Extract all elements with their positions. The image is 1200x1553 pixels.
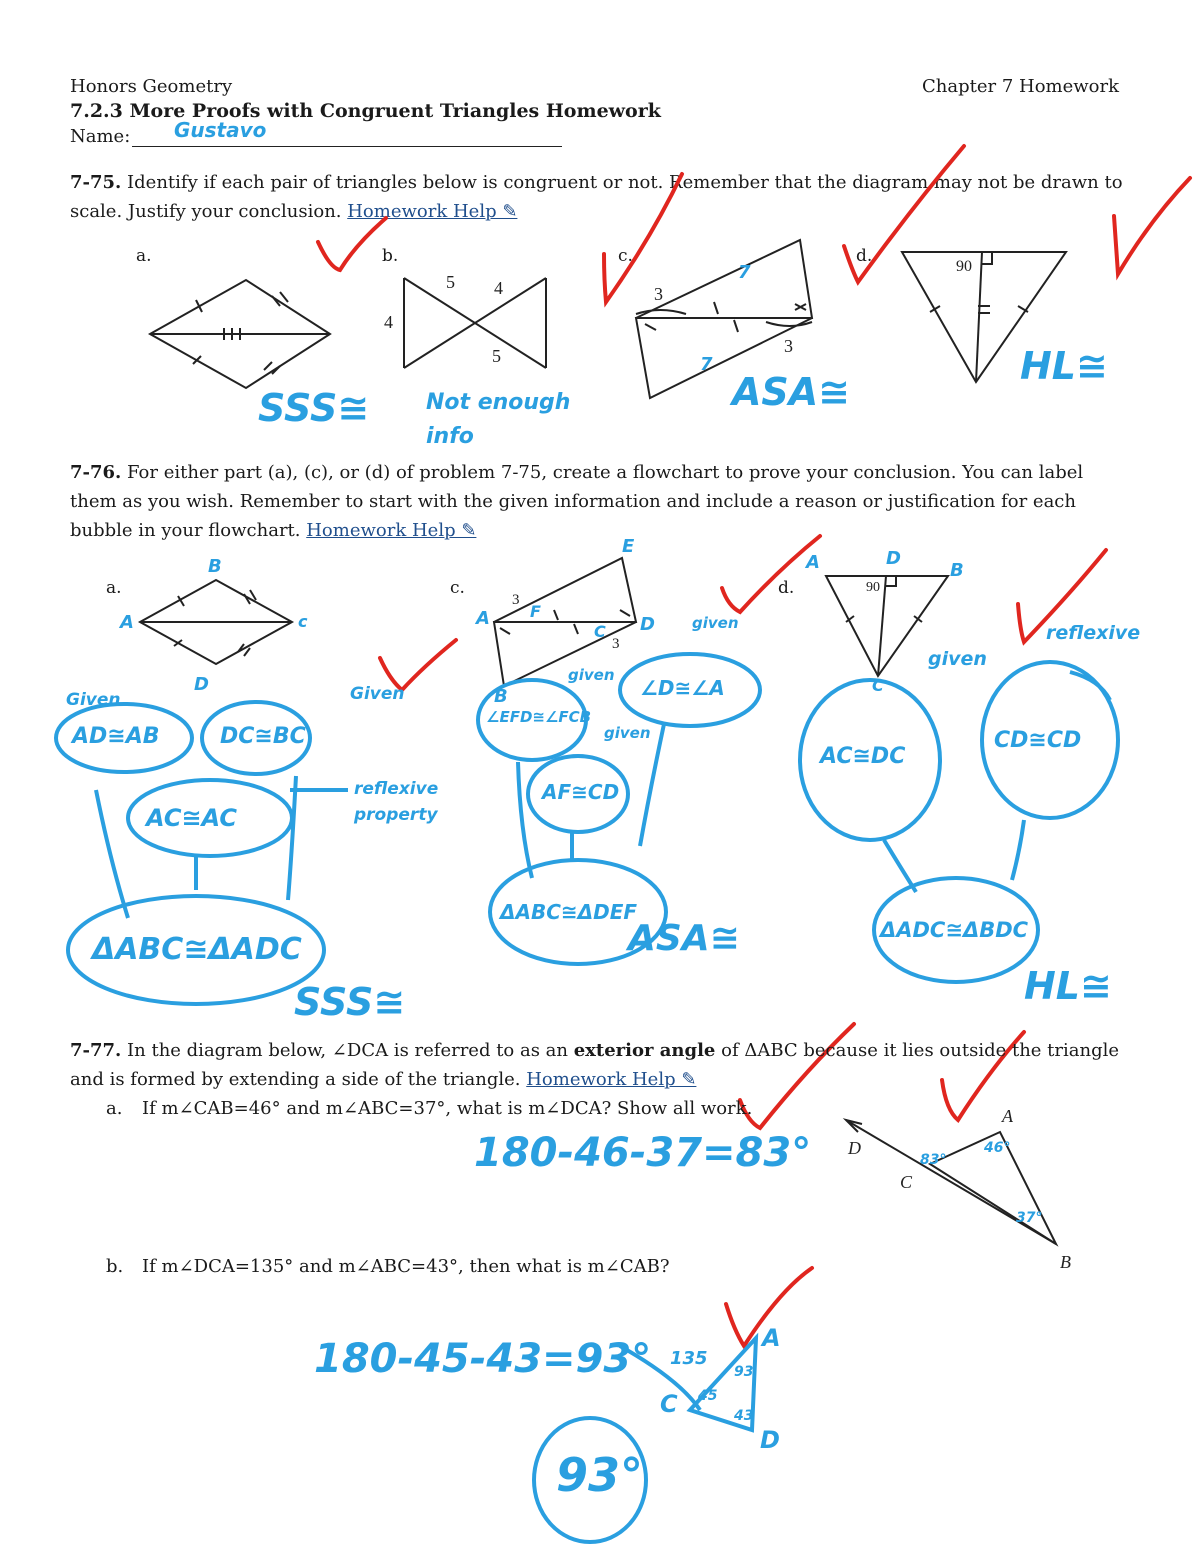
fc-b2-note: given [692,614,739,632]
question-a-letter: a. [106,1098,123,1119]
fig-c-mark-7b: 7 [700,354,713,375]
fa-bubble-1: AD≅AB [72,724,160,749]
fa-label-D: D [194,674,209,695]
fa-label-A: A [120,612,134,633]
fc-label-C: C [594,622,606,641]
problem-text-1: In the diagram below, ∠DCA is referred to as an [121,1040,574,1061]
course-title: Honors Geometry [70,76,233,97]
fig-angle-b: 37° [1016,1210,1043,1226]
answer-c: ASA≅ [732,370,851,414]
sketch-angle-43: 43 [734,1408,754,1424]
fa-b2-note: Given [350,684,405,704]
answer-a-work: 180-46-37=83° [474,1130,812,1176]
question-b-letter: b. [106,1256,124,1277]
fc-label-B: B [494,686,508,707]
fa-bubble-2: DC≅BC [220,724,306,749]
fd-bubble-2: CD≅CD [994,728,1082,753]
fc-b1-note: given [568,666,615,684]
fc-b3-note: given [604,724,651,742]
sketch-label-D: D [760,1426,780,1454]
sketch-angle-93: 93 [734,1364,754,1380]
fig-c-label-3-bottom: 3 [784,336,793,356]
page-title: 7.2.3 More Proofs with Congruent Triangles Homework [70,100,661,122]
fc-bubble-3: AF≅CD [542,780,620,804]
fc-reason: ASA≅ [628,918,740,959]
problem-number: 7-75. [70,172,122,193]
sketch-ink [534,1338,756,1542]
fd-result: ΔADC≅ΔBDC [880,918,1029,942]
sketch-label-A: A [762,1324,781,1352]
problem-number: 7-76. [70,462,122,483]
homework-help-link[interactable]: Homework Help ✎ [347,201,518,222]
fc-label-3a: 3 [512,592,520,608]
question-b: If m∠DCA=135° and m∠ABC=43°, then what is m∠CAB? [142,1256,670,1277]
chapter-label: Chapter 7 Homework [922,76,1120,97]
fa-label-B: B [208,556,222,577]
sketch-angle-135: 135 [670,1348,708,1369]
fc-label-3b: 3 [612,636,620,652]
fig-c-label-3-top: 3 [654,284,663,304]
fd-label-B: B [950,560,964,581]
fa-result: ΔABC≅ΔADC [92,932,302,967]
problem-text: For either part (a), (c), or (d) of problem 7-75, create a flowchart to prove your conclusion. You can label them as you wish. Remember to start with the given information and include a reason or justification for each bubble in your flowchart. [70,462,1084,541]
part-a-label: a. [136,246,152,266]
fc-bubble-2: ∠D≅∠A [640,676,725,700]
part-c-label: c. [450,578,465,598]
homework-help-link[interactable]: Homework Help ✎ [526,1069,697,1090]
fc-bubble-1: ∠EFD≅∠FCB [486,708,592,726]
fa-bubble-3: AC≅AC [146,804,238,832]
answer-d: HL≅ [1020,344,1108,388]
fc-label-F: F [530,602,541,621]
fd-bubble-1: AC≅DC [820,744,906,769]
fig-label-A: A [1002,1106,1013,1126]
fc-label-A: A [476,608,490,629]
question-a: If m∠CAB=46° and m∠ABC=37°, what is m∠DCA? Show all work. [142,1098,753,1119]
fd-b1-note: given [928,648,987,670]
fd-b2-note: reflexive [1046,622,1141,644]
fig-b-label-4-top: 4 [494,278,503,298]
fig-b-label-4-left: 4 [384,312,393,332]
exterior-angle-term: exterior angle [573,1040,716,1061]
fig-b-label-5-top: 5 [446,272,455,292]
part-d-label: d. [778,578,795,598]
fa-b1-note: Given [66,690,121,710]
homework-help-link[interactable]: Homework Help ✎ [306,520,477,541]
part-b-label: b. [382,246,399,266]
fa-reason: SSS≅ [294,980,406,1024]
fig-label-D: D [848,1138,861,1158]
answer-b-final: 93° [556,1448,644,1502]
sketch-angle-45: 45 [698,1388,718,1404]
fig-angle-a: 46° [984,1140,1011,1156]
fig-c-mark-7a: 7 [738,262,751,283]
fa-label-C: c [298,612,308,631]
fig-angle-c: 83° [920,1152,947,1168]
problem-text: Identify if each pair of triangles below is congruent or not. Remember that the diagram may not be drawn to scale. Justify your conclusion. [70,172,1123,222]
fig-b-label-5-bottom: 5 [492,346,501,366]
fig-d-angle-label: 90 [956,258,972,275]
fd-label-D: D [886,548,901,569]
fa-b3-note: reflexive property [354,779,439,825]
problem-number: 7-77. [70,1040,122,1061]
sketch-label-C: C [660,1390,678,1418]
name-label: Name: [70,126,131,147]
problem-text-2: of ΔABC because it lies outside the triangle and is formed by extending a side of the triangle. [70,1040,1120,1090]
fc-result: ΔABC≅ΔDEF [500,900,638,924]
fd-label-C: C [872,676,884,695]
part-a-label: a. [106,578,122,598]
fd-label-A: A [806,552,820,573]
fd-angle-label: 90 [866,580,880,595]
fd-reason: HL≅ [1024,964,1112,1008]
answer-b-work: 180-45-43=93° [314,1336,652,1382]
answer-b: Not enough info [426,390,571,449]
fig-label-C: C [900,1172,913,1192]
fc-label-E: E [622,536,635,557]
fc-label-D: D [640,614,655,635]
fig-label-B: B [1060,1252,1071,1272]
part-d-label: d. [856,246,873,266]
answer-a: SSS≅ [258,386,370,430]
part-c-label: c. [618,246,633,266]
name-handwritten: Gustavo [174,118,267,142]
